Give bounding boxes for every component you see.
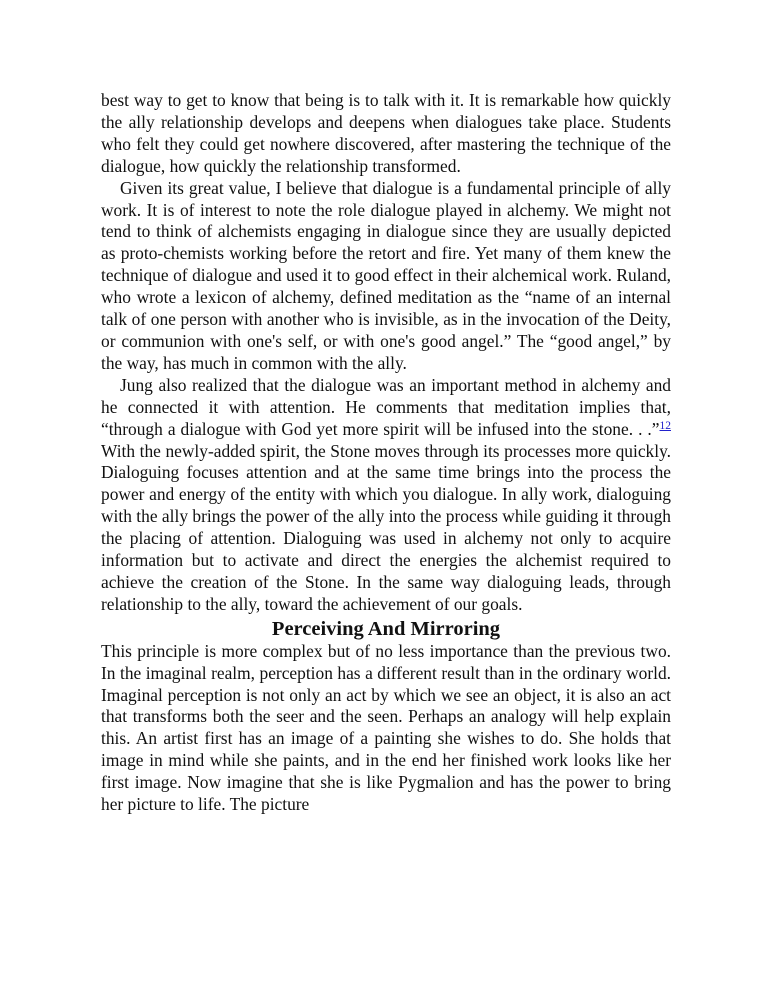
paragraph-jung-dialogue <box>101 375 671 616</box>
footnote-link[interactable]: 12 <box>659 419 671 432</box>
paragraph-perceiving-mirroring: This principle is more complex but of no less importance than the previous two. In the imaginal realm, perception has a different result than in the ordinary world. Imaginal perception is not only an act by which we see an object, it is also an act that transforms both the seer and the seen. Perhaps an analogy will help explain this. An artist first has an image of a painting she wishes to do. She holds that image in mind while she paints, and in the end her finished work looks like her first image. Now imagine that she is like Pygmalion and has the power to bring her picture to life. The picture <box>101 640 671 815</box>
section-heading: Perceiving And Mirroring <box>271 617 501 640</box>
paragraph-text-after-footnote: With the newly-added spirit, the Stone moves through its processes more quickly. Dialoguing focuses attention and at the same time brings into the process the power and energy of the entity with which you dialogue. In ally work, dialoguing with the ally brings the power of the ally into the process while guiding it through the placing of attention. Dialoguing was used in alchemy not only to acquire information but to activate and direct the energies the alchemist required to achieve the creation of the Stone. In the same way dialoguing leads, through relationship to the ally, toward the achievement of our goals. <box>101 440 671 614</box>
paragraph-ally-dialogue: best way to get to know that being is to talk with it. It is remarkable how quickly the ally relationship develops and deepens when dialogues take place. Students who felt they could get nowhere discovered, after mastering the technique of the dialogue, how quickly the relationship transformed. <box>101 90 671 176</box>
document-page <box>101 90 671 816</box>
paragraph-text-before-footnote: Jung also realized that the dialogue was an important method in alchemy and he connected it with attention. He comments that meditation implies that, “through a dialogue with God yet more spirit will be infused into the stone. . .” <box>101 374 671 439</box>
paragraph-dialogue-principle: Given its great value, I believe that dialogue is a fundamental principle of ally work. It is of interest to note the role dialogue played in alchemy. We might not tend to think of alchemists engaging in dialogue since they are usually depicted as proto-chemists working before the retort and fire. Yet many of them knew the technique of dialogue and used it to good effect in their alchemical work. Ruland, who wrote a lexicon of alchemy, defined meditation as the “name of an internal talk of one person with another who is invisible, as in the invocation of the Deity, or communion with one's self, or with one's good angel.” The “good angel,” by the way, has much in common with the ally. <box>101 177 671 373</box>
